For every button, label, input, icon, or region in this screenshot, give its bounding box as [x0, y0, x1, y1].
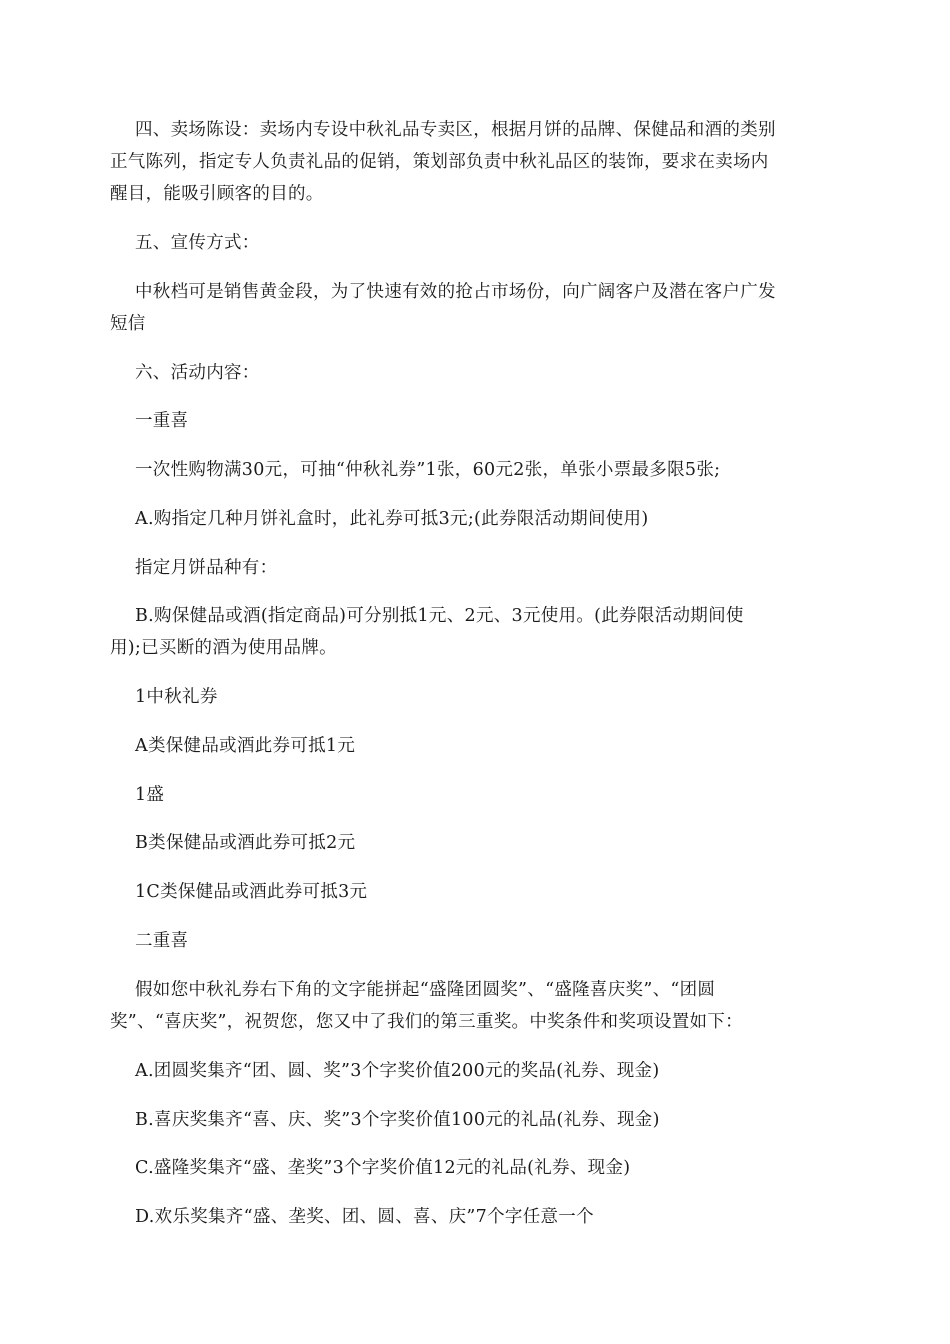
paragraph-promotion-sms [110, 276, 835, 340]
text-line: B.购保健品或酒(指定商品)可分别抵1元、2元、3元使用。(此券限活动期间使 [135, 606, 744, 626]
text-line: 短信 [110, 314, 146, 334]
text-line: B类保健品或酒此券可抵2元 [135, 833, 356, 853]
paragraph-mooncake-types [135, 552, 835, 584]
text-line: 1盛 [135, 785, 165, 805]
text-line: 指定月饼品种有： [135, 558, 278, 578]
paragraph-class-a [135, 730, 835, 762]
text-line: A.团圆奖集齐“团、圆、奖”3个字奖价值200元的奖品(礼券、现金) [135, 1061, 660, 1081]
heading-first-joy [135, 405, 835, 437]
text-line: B.喜庆奖集齐“喜、庆、奖”3个字奖价值100元的礼品(礼券、现金) [135, 1110, 660, 1130]
paragraph-rule-b [110, 600, 835, 664]
paragraph-prize-a [135, 1055, 835, 1087]
text-line: 1C类保健品或酒此券可抵3元 [135, 882, 368, 902]
heading-activity-content [135, 357, 835, 389]
text-line: 用);已买断的酒为使用品牌。 [110, 638, 337, 658]
text-line: A类保健品或酒此券可抵1元 [135, 736, 356, 756]
text-line: 假如您中秋礼券右下角的文字能拼起“盛隆团圆奖”、“盛隆喜庆奖”、“团圆 [135, 980, 716, 1000]
text-line: 1中秋礼券 [135, 687, 218, 707]
text-line: 五、宣传方式： [135, 233, 260, 253]
paragraph-rule-a [135, 503, 835, 535]
text-line: 一重喜 [135, 411, 189, 431]
text-line: D.欢乐奖集齐“盛、垄奖、团、圆、喜、庆”7个字任意一个 [135, 1207, 594, 1227]
text-line: A.购指定几种月饼礼盒时，此礼券可抵3元;(此券限活动期间使用) [135, 509, 649, 529]
text-line: 中秋档可是销售黄金段，为了快速有效的抢占市场份，向广阔客户及潜在客户广发 [135, 282, 776, 302]
text-line: 二重喜 [135, 931, 189, 951]
paragraph-prize-d [135, 1201, 835, 1233]
text-line: 四、卖场陈设：卖场内专设中秋礼品专卖区，根据月饼的品牌、保健品和酒的类别 [135, 120, 776, 140]
text-line: C.盛隆奖集齐“盛、垄奖”3个字奖价值12元的礼品(礼券、现金) [135, 1158, 631, 1178]
heading-second-joy [135, 925, 835, 957]
heading-promotion-method [135, 227, 835, 259]
paragraph-store-display [110, 114, 835, 210]
paragraph-class-b [135, 827, 835, 859]
text-line: 醒目，能吸引顾客的目的。 [110, 184, 324, 204]
paragraph-prize-c [135, 1152, 835, 1184]
paragraph-voucher-1 [135, 681, 835, 713]
paragraph-sheng [135, 779, 835, 811]
text-line: 六、活动内容： [135, 363, 260, 383]
paragraph-prize-intro [110, 974, 835, 1038]
paragraph-prize-b [135, 1104, 835, 1136]
paragraph-class-c [135, 876, 835, 908]
text-line: 一次性购物满30元，可抽“仲秋礼券”1张，60元2张，单张小票最多限5张; [135, 460, 721, 480]
text-line: 奖”、“喜庆奖”，祝贺您，您又中了我们的第三重奖。中奖条件和奖项设置如下： [110, 1012, 743, 1032]
text-line: 正气陈列，指定专人负责礼品的促销，策划部负责中秋礼品区的装饰，要求在卖场内 [110, 152, 769, 172]
paragraph-purchase-rule [135, 454, 835, 486]
